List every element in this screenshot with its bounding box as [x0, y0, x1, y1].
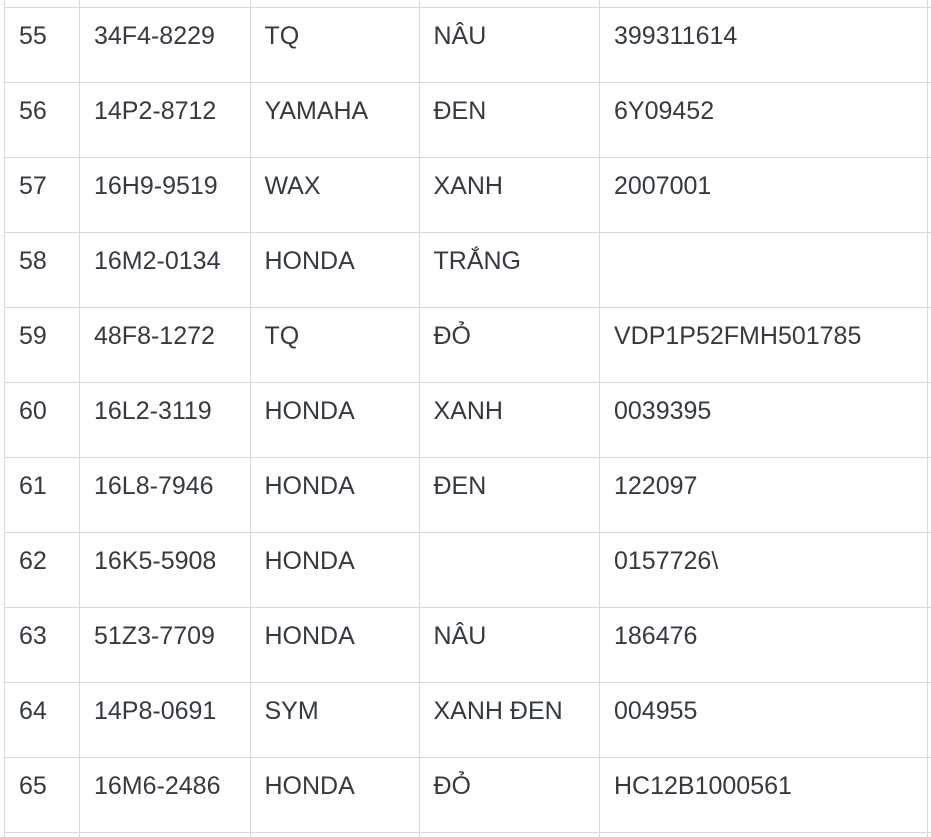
table-row-57-color-cell: XANH [420, 158, 601, 233]
table-row-partial-bottom-color-cell [420, 833, 601, 837]
table-row-60-serial-cell: 0039395 [600, 383, 928, 458]
table-row-partial-top-brand-cell [251, 0, 420, 8]
table-row-59-brand-cell: TQ [251, 308, 420, 383]
table-row-64-brand-cell: SYM [251, 683, 420, 758]
table-row-65-brand-cell: HONDA [251, 758, 420, 833]
table-row-55-overflow-cell [928, 8, 931, 83]
table-row-61-serial-cell: 122097 [600, 458, 928, 533]
table-row-65-plate-cell: 16M6-2486 [80, 758, 251, 833]
table-row-62-row-index-cell: 62 [5, 533, 80, 608]
table-row-65-color-cell: ĐỎ [420, 758, 601, 833]
table-row-58-plate-cell: 16M2-0134 [80, 233, 251, 308]
table-row-64-row-index-cell: 64 [5, 683, 80, 758]
table-row-57-row-index-cell: 57 [5, 158, 80, 233]
table-row-60-overflow-cell [928, 383, 931, 458]
table-row-62-overflow-cell [928, 533, 931, 608]
vehicle-table [4, 0, 931, 837]
table-row-63-brand-cell: HONDA [251, 608, 420, 683]
table-row-59-plate-cell: 48F8-1272 [80, 308, 251, 383]
table-row-59-color-cell: ĐỎ [420, 308, 601, 383]
table-row-56-row-index-cell: 56 [5, 83, 80, 158]
table-row-55-serial-cell: 399311614 [600, 8, 928, 83]
table-row-63-color-cell: NÂU [420, 608, 601, 683]
table-row-57-brand-cell: WAX [251, 158, 420, 233]
table-row-partial-bottom-row-index-cell [5, 833, 80, 837]
table-row-55-row-index-cell: 55 [5, 8, 80, 83]
table-row-56-plate-cell: 14P2-8712 [80, 83, 251, 158]
table-row-partial-bottom-plate-cell [80, 833, 251, 837]
table-row-partial-top-serial-cell [600, 0, 928, 8]
table-row-63-plate-cell: 51Z3-7709 [80, 608, 251, 683]
table-row-partial-top-row-index-cell [5, 0, 80, 8]
table-row-56-serial-cell: 6Y09452 [600, 83, 928, 158]
table-row-56-overflow-cell [928, 83, 931, 158]
table-row-64-overflow-cell [928, 683, 931, 758]
table-row-partial-bottom-overflow-cell [928, 833, 931, 837]
table-row-partial-top-overflow-cell [928, 0, 931, 8]
table-row-partial-bottom-serial-cell [600, 833, 928, 837]
table-row-63-overflow-cell [928, 608, 931, 683]
table-row-60-plate-cell: 16L2-3119 [80, 383, 251, 458]
table-row-56-brand-cell: YAMAHA [251, 83, 420, 158]
table-row-65-row-index-cell: 65 [5, 758, 80, 833]
table-row-58-brand-cell: HONDA [251, 233, 420, 308]
table-row-63-serial-cell: 186476 [600, 608, 928, 683]
table-row-62-brand-cell: HONDA [251, 533, 420, 608]
table-row-partial-top-plate-cell [80, 0, 251, 8]
table-row-60-color-cell: XANH [420, 383, 601, 458]
table-row-61-brand-cell: HONDA [251, 458, 420, 533]
table-row-57-serial-cell: 2007001 [600, 158, 928, 233]
table-row-62-plate-cell: 16K5-5908 [80, 533, 251, 608]
table-row-62-serial-cell: 0157726\ [600, 533, 928, 608]
table-row-59-overflow-cell [928, 308, 931, 383]
table-row-partial-bottom-brand-cell [251, 833, 420, 837]
table-row-58-overflow-cell [928, 233, 931, 308]
table-row-64-color-cell: XANH ĐEN [420, 683, 601, 758]
table-row-60-row-index-cell: 60 [5, 383, 80, 458]
table-row-57-overflow-cell [928, 158, 931, 233]
table-row-59-serial-cell: VDP1P52FMH501785 [600, 308, 928, 383]
table-row-61-color-cell: ĐEN [420, 458, 601, 533]
table-row-63-row-index-cell: 63 [5, 608, 80, 683]
table-row-57-plate-cell: 16H9-9519 [80, 158, 251, 233]
table-row-61-overflow-cell [928, 458, 931, 533]
table-row-55-color-cell: NÂU [420, 8, 601, 83]
table-row-62-color-cell [420, 533, 601, 608]
table-row-61-plate-cell: 16L8-7946 [80, 458, 251, 533]
table-row-59-row-index-cell: 59 [5, 308, 80, 383]
table-row-60-brand-cell: HONDA [251, 383, 420, 458]
table-row-55-brand-cell: TQ [251, 8, 420, 83]
table-row-64-serial-cell: 004955 [600, 683, 928, 758]
table-row-58-color-cell: TRẮNG [420, 233, 601, 308]
table-row-56-color-cell: ĐEN [420, 83, 601, 158]
table-row-65-overflow-cell [928, 758, 931, 833]
table-row-64-plate-cell: 14P8-0691 [80, 683, 251, 758]
table-row-61-row-index-cell: 61 [5, 458, 80, 533]
table-row-partial-top-color-cell [420, 0, 601, 8]
table-row-55-plate-cell: 34F4-8229 [80, 8, 251, 83]
table-row-58-serial-cell [600, 233, 928, 308]
table-row-58-row-index-cell: 58 [5, 233, 80, 308]
table-row-65-serial-cell: HC12B1000561 [600, 758, 928, 833]
